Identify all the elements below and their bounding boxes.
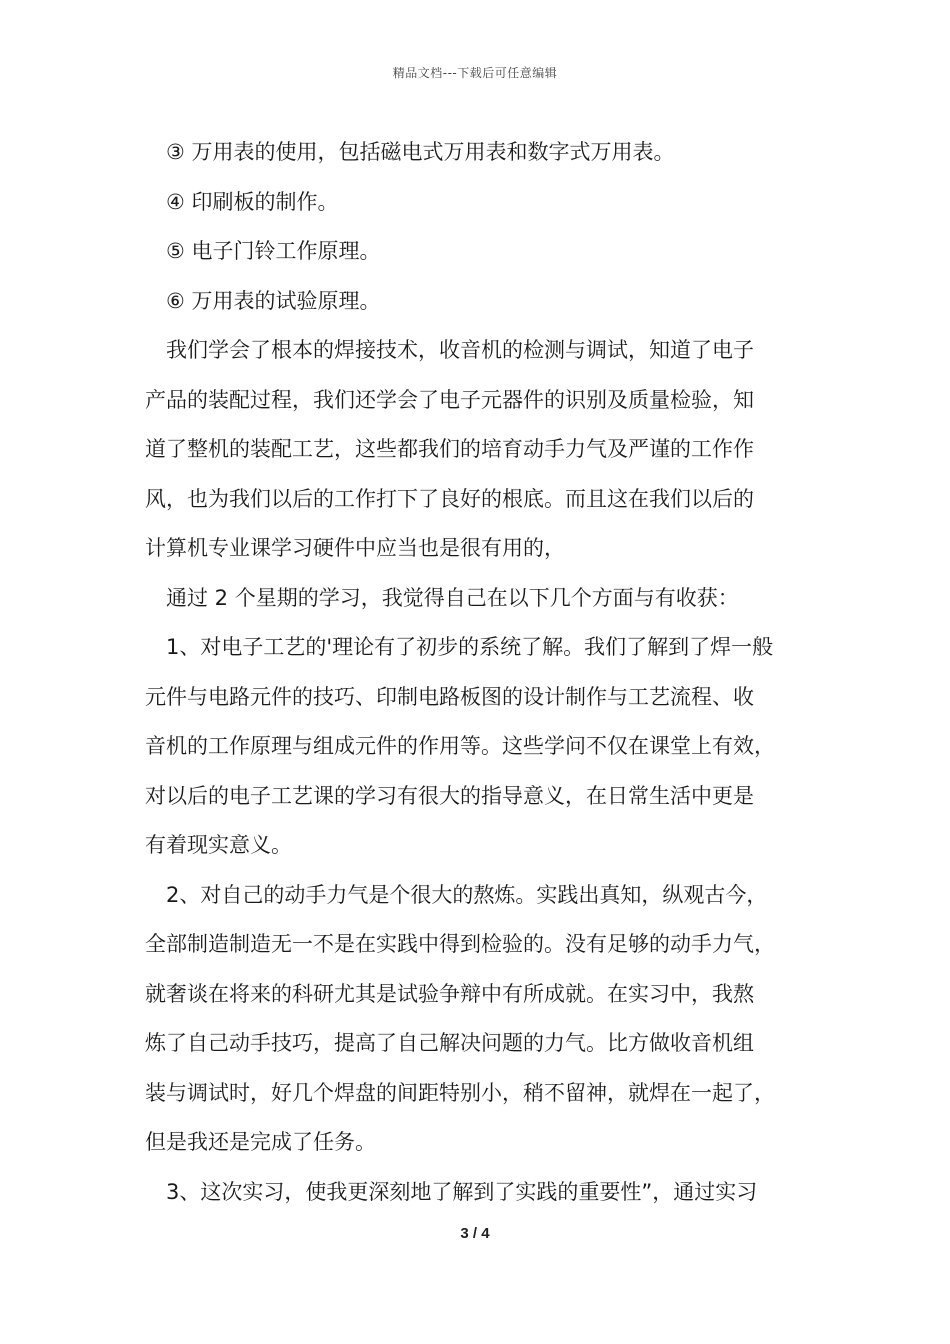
- paragraph-line: 装与调试时，好几个焊盘的间距特别小，稍不留神，就焊在一起了，: [145, 1080, 775, 1105]
- paragraph-line: 计算机专业课学习硬件中应当也是很有用的，: [145, 536, 565, 560]
- paragraph-line: 就奢谈在将来的科研尤其是试验争辩中有所成就。在实习中，我熬: [145, 981, 754, 1006]
- page-header: 精品文档---下载后可任意编辑: [392, 66, 558, 80]
- paragraph-line: 3、这次实习，使我更深刻地了解到了实践的重要性”，通过实习: [166, 1179, 758, 1204]
- paragraph-line: 全部制造制造无一不是在实践中得到检验的。没有足够的动手力气，: [145, 932, 775, 956]
- document-body: [145, 128, 815, 1217]
- paragraph-line: 我们学会了根本的焊接技术，收音机的检测与调试，知道了电子: [166, 338, 754, 362]
- list-item-3: ③ 万用表的使用，包括磁电式万用表和数字式万用表。: [166, 140, 675, 164]
- paragraph-line: 通过 2 个星期的学习，我觉得自己在以下几个方面与有收获：: [166, 585, 739, 610]
- list-item-6: ⑥ 万用表的试验原理。: [166, 288, 381, 313]
- paragraph-line: 风，也为我们以后的工作打下了良好的根底。而且这在我们以后的: [145, 486, 754, 511]
- list-item-4: ④ 印刷板的制作。: [166, 189, 339, 214]
- paragraph-line: 对以后的电子工艺课的学习有很大的指导意义，在日常生活中更是: [145, 783, 754, 808]
- list-item-5: ⑤ 电子门铃工作原理。: [166, 239, 381, 263]
- paragraph-line: 炼了自己动手技巧，提高了自己解决问题的力气。比方做收音机组: [145, 1031, 754, 1055]
- paragraph-line: 2、对自己的动手力气是个很大的熬炼。实践出真知，纵观古今，: [166, 882, 768, 907]
- paragraph-line: 有着现实意义。: [145, 833, 292, 857]
- paragraph-line: 道了整机的装配工艺，这些都我们的培育动手力气及严谨的工作作: [145, 437, 754, 461]
- paragraph-line: 元件与电路元件的技巧、印制电路板图的设计制作与工艺流程、收: [145, 684, 754, 709]
- paragraph-line: 产品的装配过程，我们还学会了电子元器件的识别及质量检验，知: [145, 387, 754, 412]
- paragraph-line: 音机的工作原理与组成元件的作用等。这些学问不仅在课堂上有效，: [145, 734, 775, 758]
- paragraph-line: 但是我还是完成了任务。: [145, 1130, 376, 1154]
- paragraph-line: 1、对电子工艺的'理论有了初步的系统了解。我们了解到了焊一般: [166, 635, 774, 659]
- page-number: 3 / 4: [460, 1225, 490, 1242]
